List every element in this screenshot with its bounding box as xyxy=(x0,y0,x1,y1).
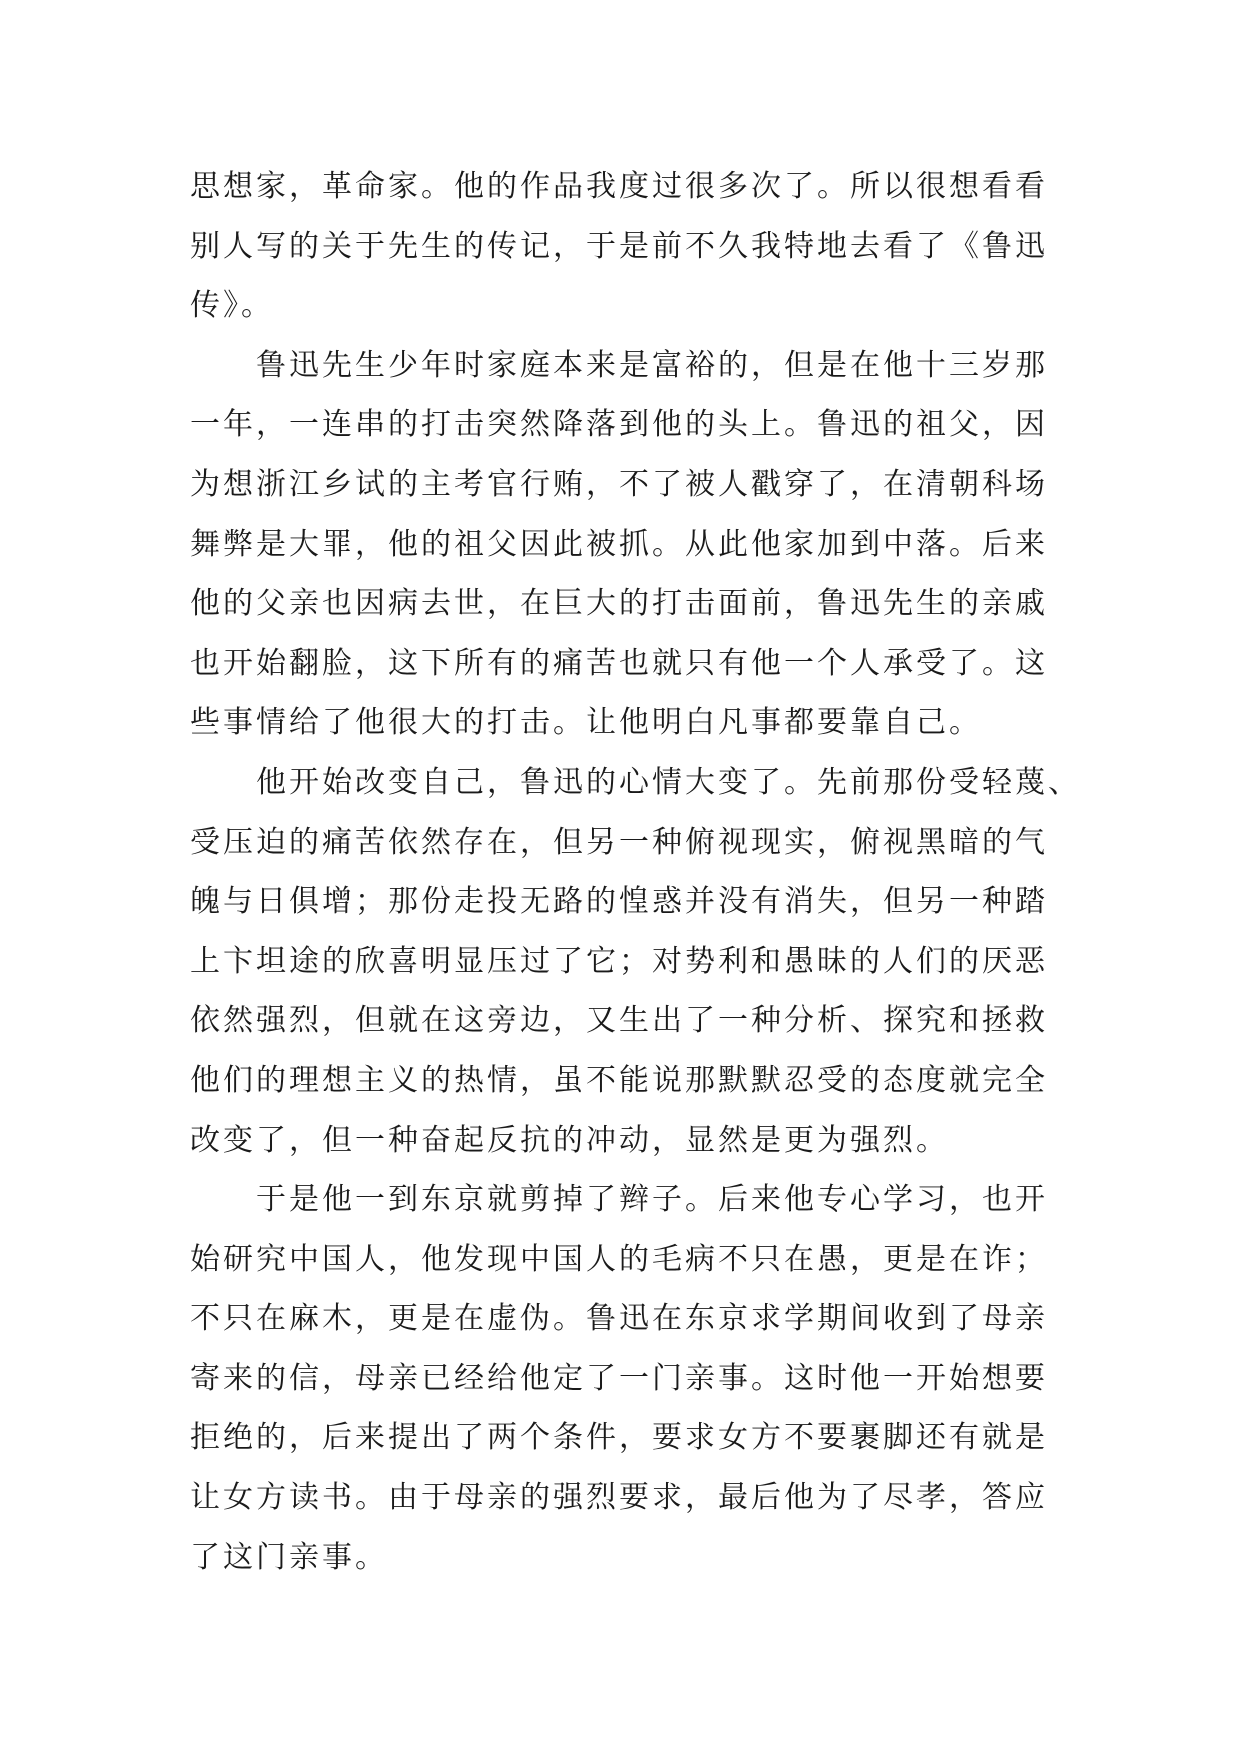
paragraph-2 xyxy=(190,336,1050,753)
text-line: 一年，一连串的打击突然降落到他的头上。鲁迅的祖父，因 xyxy=(190,407,1048,443)
paragraph-4 xyxy=(190,1170,1050,1587)
text-line: 思想家，革命家。他的作品我度过很多次了。所以很想看看 xyxy=(190,169,1048,204)
text-line: 他开始改变自己，鲁迅的心情大变了。先前那份受轻蔑、 xyxy=(256,764,1081,800)
text-line: 了这门亲事。 xyxy=(190,1539,388,1575)
text-line: 依然强烈，但就在这旁边，又生出了一种分析、探究和拯救 xyxy=(190,1003,1048,1039)
paragraph-3 xyxy=(190,753,1081,1170)
text-line: 为想浙江乡试的主考官行贿，不了被人戳穿了，在清朝科场 xyxy=(190,466,1048,502)
text-line: 他的父亲也因病去世，在巨大的打击面前，鲁迅先生的亲戚 xyxy=(190,586,1048,622)
text-line: 魄与日俱增；那份走投无路的惶惑并没有消失，但另一种踏 xyxy=(190,884,1048,920)
text-line: 于是他一到东京就剪掉了辫子。后来他专心学习，也开 xyxy=(256,1182,1048,1218)
text-line: 鲁迅先生少年时家庭本来是富裕的，但是在他十三岁那 xyxy=(256,347,1048,383)
text-line: 改变了，但一种奋起反抗的冲动，显然是更为强烈。 xyxy=(190,1122,949,1158)
text-line: 舞弊是大罪，他的祖父因此被抓。从此他家加到中落。后来 xyxy=(190,526,1048,562)
text-line: 寄来的信，母亲已经给他定了一门亲事。这时他一开始想要 xyxy=(190,1360,1048,1396)
document-body xyxy=(190,157,1081,1587)
text-line: 让女方读书。由于母亲的强烈要求，最后他为了尽孝，答应 xyxy=(190,1480,1048,1516)
text-line: 也开始翻脸，这下所有的痛苦也就只有他一个人承受了。这 xyxy=(190,645,1048,681)
text-line: 受压迫的痛苦依然存在，但另一种俯视现实，俯视黑暗的气 xyxy=(190,824,1048,860)
text-line: 拒绝的，后来提出了两个条件，要求女方不要裹脚还有就是 xyxy=(190,1420,1048,1456)
text-line: 不只在麻木，更是在虚伪。鲁迅在东京求学期间收到了母亲 xyxy=(190,1301,1048,1337)
text-line: 他们的理想主义的热情，虽不能说那默默忍受的态度就完全 xyxy=(190,1062,1048,1098)
text-line: 传》。 xyxy=(190,288,274,324)
text-line: 些事情给了他很大的打击。让他明白凡事都要靠自己。 xyxy=(190,705,982,741)
text-line: 始研究中国人，他发现中国人的毛病不只在愚，更是在诈； xyxy=(190,1241,1048,1277)
paragraph-1 xyxy=(190,157,1050,336)
text-line: 别人写的关于先生的传记，于是前不久我特地去看了《鲁迅 xyxy=(190,228,1048,264)
text-line: 上卞坦途的欣喜明显压过了它；对势利和愚昧的人们的厌恶 xyxy=(190,943,1048,979)
